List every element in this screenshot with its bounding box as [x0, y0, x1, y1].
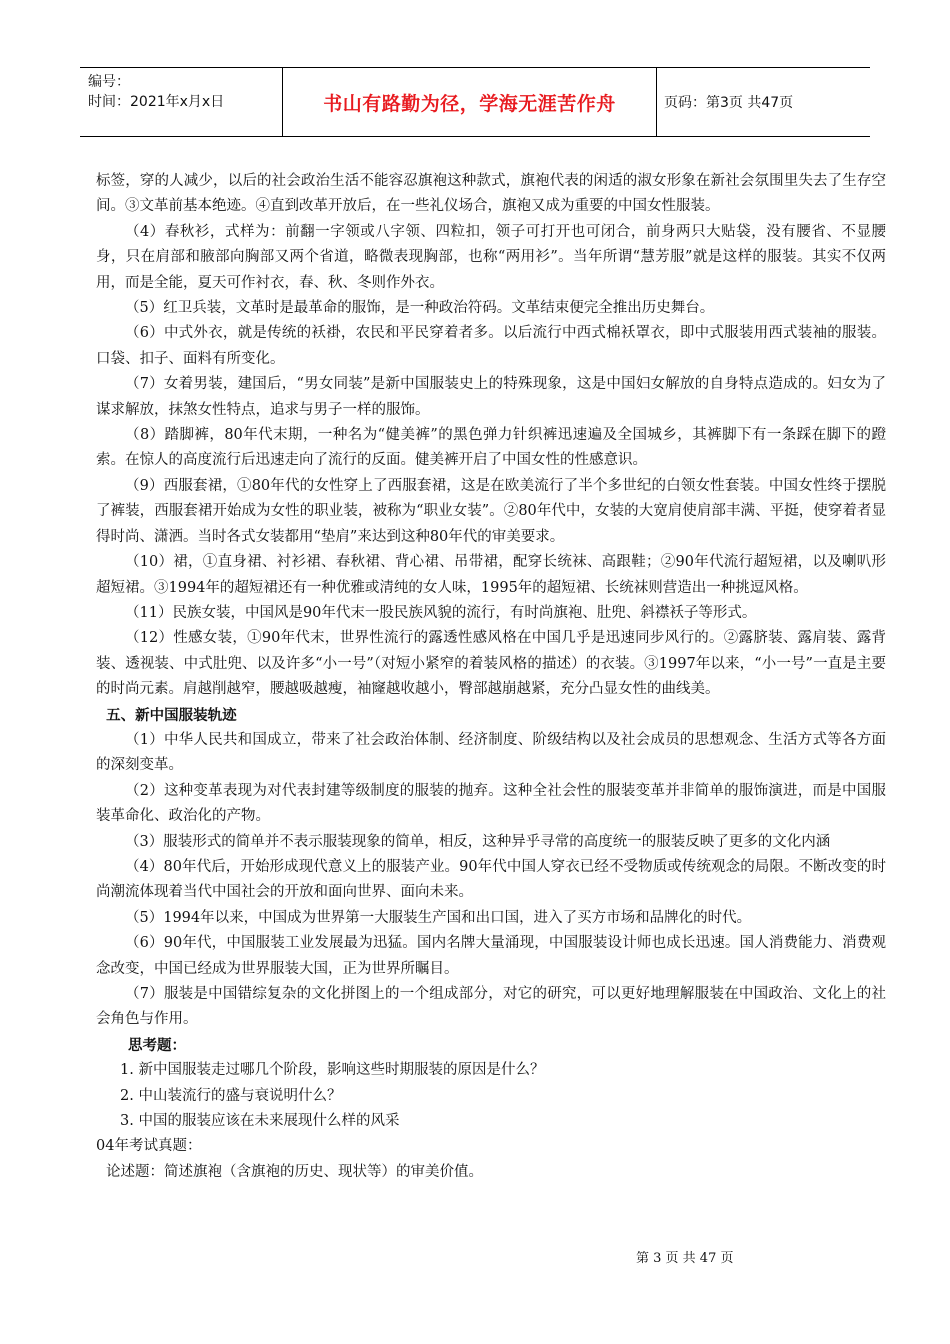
header-page-label: 页码：第3页 共47页: [664, 95, 794, 111]
header-meta: [88, 72, 288, 112]
document-body: [96, 169, 886, 1185]
paragraph: （11）民族女装，中国风是90年代末一股民族风貌的流行，有时尚旗袍、肚兜、斜襟袄子等形式。: [125, 604, 757, 621]
paragraph: （5）1994年以来，中国成为世界第一大服装生产国和出口国，进入了买方市场和品牌化的时代。: [125, 909, 752, 926]
paragraph: （1）中华人民共和国成立，带来了社会政治体制、经济制度、阶级结构以及社会成员的思想观念、生活方式等各方面的深刻变革。: [96, 731, 886, 774]
paragraph: （6）中式外衣，就是传统的袄褂，农民和平民穿着者多。以后流行中西式棉袄罩衣，即中式服装用西式装袖的服装。口袋、扣子、面料有所变化。: [96, 325, 886, 367]
page-footer: 第 3 页 共 47 页: [636, 1251, 734, 1266]
paragraph: 标签，穿的人减少，以后的社会政治生活不能容忍旗袍这种款式，旗袍代表的闲适的淑女形象在新社会氛围里失去了生存空间。③文革前基本绝迹。④直到改革开放后，在一些礼仪场合，旗袍又成为重要的中国女性服装。: [96, 173, 886, 215]
header-number-label: 编号：: [88, 74, 130, 90]
thinking-question: 1. 新中国服装走过哪几个阶段，影响这些时期服装的原因是什么？: [120, 1062, 545, 1079]
paragraph: （7）服装是中国错综复杂的文化拼图上的一个组成部分，对它的研究，可以更好地理解服装在中国政治、文化上的社会角色与作用。: [96, 986, 886, 1028]
paragraph: （4）80年代后，开始形成现代意义上的服装产业。90年代中国人穿衣已经不受物质或传统观念的局限。不断改变的时尚潮流体现着当代中国社会的开放和面向世界、面向未来。: [96, 858, 886, 901]
paragraph: （12）性感女装，①90年代末，世界性流行的露透性感风格在中国几乎是迅速同步风行的。②露脐装、露肩装、露背装、透视装、中式肚兜、以及许多“小一号”（对短小紧窄的着装风格的描述）的衣装。③1997年以来，“小一号”一直是主要的时尚元素。肩越削越窄，腰越吸越瘦，袖窿越收越小，臀部越崩越紧，充分凸显女性的曲线美。: [96, 630, 886, 698]
thinking-question: 2. 中山装流行的盛与衰说明什么？: [120, 1087, 342, 1104]
section-title: 五、新中国服装轨迹: [106, 706, 237, 724]
paragraph: （3）服装形式的简单并不表示服装现象的简单，相反，这种异乎寻常的高度统一的服装反映了更多的文化内涵: [125, 833, 831, 850]
thinking-title: 思考题：: [128, 1036, 186, 1054]
paragraph: （4）春秋衫，式样为：前翻一字领或八字领、四粒扣，领子可打开也可闭合，前身两只大贴袋，没有腰省、不显腰身，只在肩部和腋部向胸部又两个省道，略微表现胸部，也称“两用衫”。当年所谓“慧芳服”就是这样的服装。其实不仅两用，而是全能，夏天可作衬衣，春、秋、冬则作外衣。: [96, 223, 886, 291]
header-time-label: 时间：2021年x月x日: [88, 94, 225, 110]
page-header: [80, 67, 870, 137]
header-divider-right: [656, 68, 657, 136]
header-motto: 书山有路勤为径，学海无涯苦作舟: [323, 92, 616, 115]
paragraph: （9）西服套裙，①80年代的女性穿上了西服套裙，这是在欧美流行了半个多世纪的白领女性套装。中国女性终于摆脱了裤装，西服套裙开始成为女性的职业装，被称为“职业女装”。②80年代中，女装的大宽肩使肩部丰满、平挺，使穿着者显得时尚、潇洒。当时各式女装都用“垫肩”来达到这种80年代的审美要求。: [96, 477, 886, 545]
paragraph: （2）这种变革表现为对代表封建等级制度的服装的抛弃。这种全社会性的服装变革并非简单的服饰演进，而是中国服装革命化、政治化的产物。: [96, 782, 886, 825]
paragraph: （8）踏脚裤，80年代末期，一种名为“健美裤”的黑色弹力针织裤迅速遍及全国城乡，其裤脚下有一条踩在脚下的蹬索。在惊人的高度流行后迅速走向了流行的反面。健美裤开启了中国女性的性感意识。: [96, 427, 886, 469]
paragraph: （10）裙，①直身裙、衬衫裙、春秋裙、背心裙、吊带裙，配穿长统袜、高跟鞋；②90年代流行超短裙，以及喇叭形超短裙。③1994年的超短裙还有一种优雅或清纯的女人味，1995年的超短裙、长统袜则营造出一种挑逗风格。: [96, 554, 886, 596]
thinking-question: 3. 中国的服装应该在未来展现什么样的风采: [120, 1113, 400, 1130]
paragraph: （6）90年代，中国服装工业发展最为迅猛。国内名牌大量涌现，中国服装设计师也成长迅速。国人消费能力、消费观念改变，中国已经成为世界服装大国，正为世界所瞩目。: [96, 935, 886, 977]
exam-question: 论述题：简述旗袍（含旗袍的历史、现状等）的审美价值。: [106, 1163, 483, 1180]
exam-title: 04年考试真题：: [96, 1138, 202, 1155]
paragraph: （5）红卫兵装，文革时是最革命的服饰，是一种政治符码。文革结束便完全推出历史舞台。: [125, 300, 715, 317]
paragraph: （7）女着男装，建国后，“男女同装”是新中国服装史上的特殊现象，这是中国妇女解放的自身特点造成的。妇女为了谋求解放，抹煞女性特点，追求与男子一样的服饰。: [96, 376, 886, 418]
